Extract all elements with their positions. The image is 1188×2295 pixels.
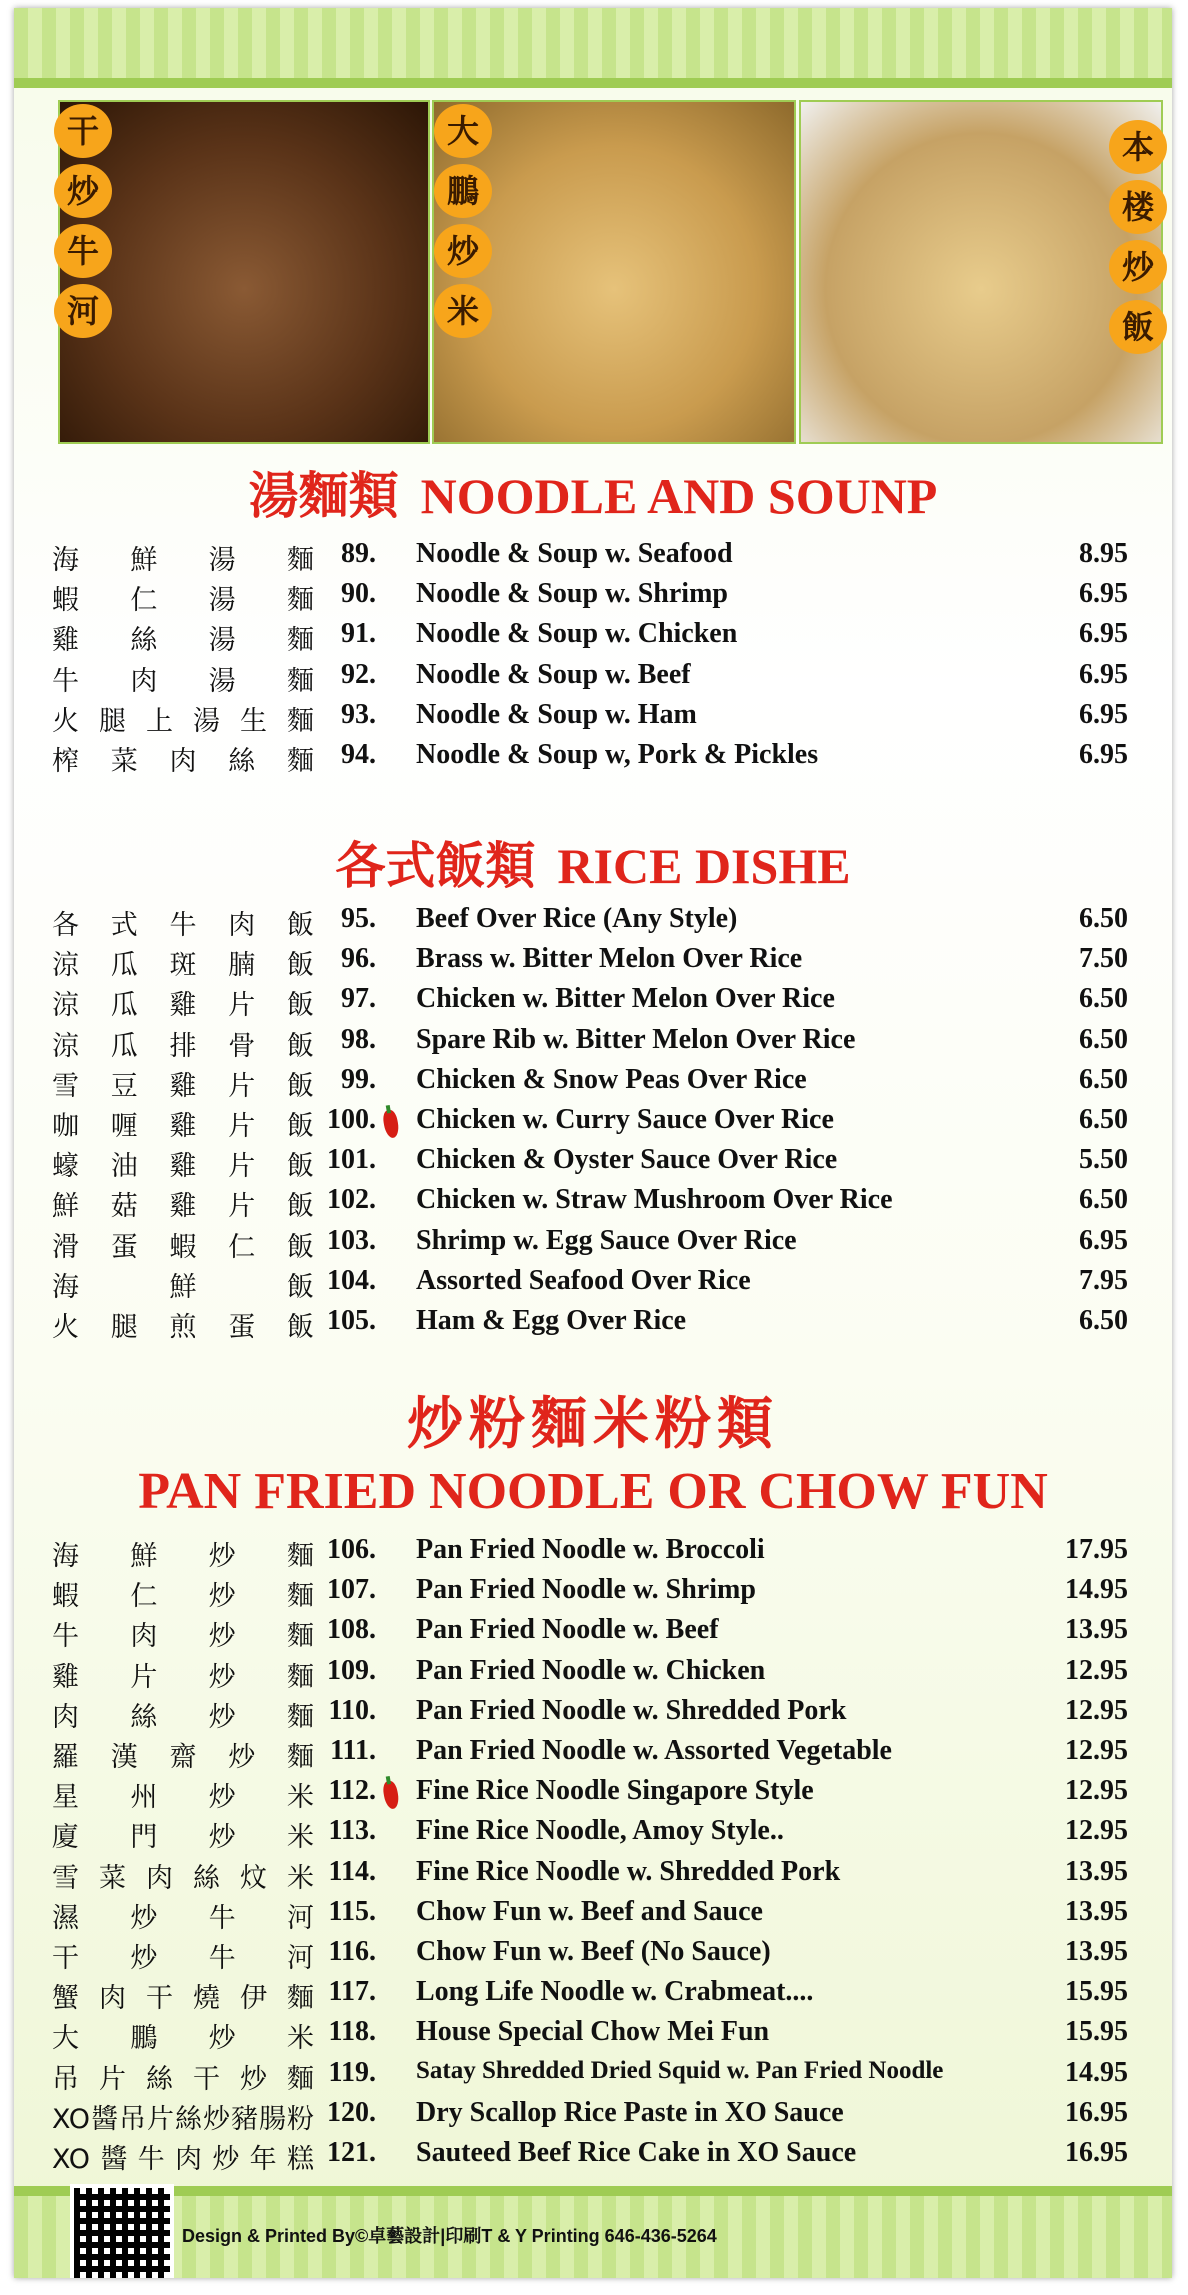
item-price: 16.95 [1065, 2096, 1128, 2128]
item-name-en: Spare Rib w. Bitter Melon Over Rice [416, 1023, 856, 1055]
item-name-cn: 羅漢齋炒麵 [52, 1742, 314, 1773]
item-number: 114. [328, 1855, 376, 1887]
item-price: 12.95 [1065, 1735, 1128, 1766]
section-title-cn: 湯麵類 [248, 467, 399, 525]
item-number: 109. [327, 1654, 376, 1686]
menu-item [14, 1936, 1172, 1976]
menu-item [14, 983, 1172, 1023]
item-name-cn: 涼瓜斑腩飯 [52, 950, 314, 982]
menu-item [14, 618, 1172, 658]
item-name-en: Chicken & Oyster Sauce Over Rice [416, 1144, 838, 1176]
item-price: 6.95 [1079, 658, 1128, 690]
section-title-en: NOODLE AND SOUNP [420, 468, 938, 524]
label-char: 楼 [1109, 180, 1167, 234]
item-price: 6.95 [1079, 578, 1128, 610]
item-name-en: Pan Fried Noodle w. Shrimp [416, 1574, 756, 1606]
item-name-en: Noodle & Soup w, Pork & Pickles [416, 739, 819, 770]
chili-pepper-icon [382, 1780, 401, 1810]
item-number: 101. [327, 1144, 376, 1176]
item-name-cn: 海鮮湯麵 [52, 545, 314, 576]
item-name-cn: 牛肉炒麵 [52, 1621, 314, 1653]
item-number: 121. [327, 2137, 376, 2168]
menu-item [14, 1574, 1172, 1614]
item-number: 100. [327, 1104, 376, 1135]
item-name-en: Chow Fun w. Beef (No Sauce) [416, 1936, 771, 1967]
item-name-en: Chicken w. Curry Sauce Over Rice [416, 1104, 834, 1135]
item-name-en: Noodle & Soup w. Chicken [416, 618, 738, 650]
photo-label-3 [1109, 120, 1167, 354]
menu-item [14, 1775, 1172, 1815]
item-number: 113. [328, 1815, 376, 1847]
item-name-cn: 滑蛋蝦仁飯 [52, 1231, 314, 1263]
item-number: 105. [327, 1305, 376, 1336]
item-name-cn: 涼瓜排骨飯 [52, 1030, 314, 1062]
item-name-en: Chicken & Snow Peas Over Rice [416, 1063, 807, 1095]
menu-item [14, 2097, 1172, 2137]
menu-item [14, 578, 1172, 618]
item-name-cn: 海鮮飯 [52, 1271, 314, 1303]
menu-item [14, 1614, 1172, 1654]
item-number: 92. [341, 658, 376, 690]
menu-item [14, 1735, 1172, 1775]
item-name-cn: 星州炒米 [52, 1782, 314, 1814]
item-number: 94. [341, 739, 376, 770]
chili-pepper-icon [382, 1109, 401, 1139]
item-name-cn: 雪豆雞片飯 [52, 1070, 314, 1102]
label-char: 炒 [434, 224, 492, 278]
label-char: 本 [1109, 120, 1167, 174]
item-name-en: Beef Over Rice (Any Style) [416, 903, 738, 934]
item-number: 99. [341, 1063, 376, 1095]
item-price: 12.95 [1065, 1815, 1128, 1847]
menu-page [14, 8, 1172, 2278]
item-name-cn: 榨菜肉絲麵 [52, 746, 314, 777]
item-name-cn: 火腿上湯生麵 [52, 705, 314, 737]
menu-item [14, 1064, 1172, 1104]
qr-code[interactable] [70, 2184, 174, 2278]
item-number: 115. [328, 1895, 376, 1927]
menu-item [14, 903, 1172, 943]
item-number: 93. [341, 698, 376, 730]
item-price: 13.95 [1065, 1614, 1128, 1646]
item-name-cn: XO醬吊片絲炒豬腸粉 [52, 2103, 314, 2135]
item-name-en: Pan Fried Noodle w. Broccoli [416, 1534, 765, 1565]
label-char: 炒 [1109, 240, 1167, 294]
item-price: 6.95 [1079, 618, 1128, 650]
item-price: 17.95 [1065, 1534, 1128, 1565]
item-price: 6.50 [1079, 1184, 1128, 1216]
item-name-en: Ham & Egg Over Rice [416, 1305, 687, 1336]
label-char: 鵬 [434, 164, 492, 218]
item-price: 15.95 [1065, 2016, 1128, 2048]
section-title-rice-dishes [14, 826, 1172, 898]
menu-item [14, 1265, 1172, 1305]
item-price: 6.95 [1079, 1224, 1128, 1256]
item-name-en: Fine Rice Noodle Singapore Style [416, 1775, 814, 1807]
item-number: 96. [341, 943, 376, 975]
menu-item [14, 538, 1172, 578]
menu-item [14, 1896, 1172, 1936]
item-name-en: House Special Chow Mei Fun [416, 2016, 770, 2048]
menu-item [14, 1976, 1172, 2016]
item-price: 7.50 [1079, 943, 1128, 975]
item-name-cn: 廈門炒米 [52, 1822, 314, 1854]
item-number: 106. [327, 1534, 376, 1565]
menu-item [14, 1225, 1172, 1265]
item-number: 107. [327, 1574, 376, 1606]
item-name-cn: 海鮮炒麵 [52, 1541, 314, 1572]
item-price: 6.50 [1079, 1063, 1128, 1095]
photo-label-2 [434, 104, 492, 338]
item-price: 6.95 [1079, 698, 1128, 730]
dish-photo-chow-fun [58, 100, 430, 444]
item-name-cn: 牛肉湯麵 [52, 665, 314, 697]
item-price: 6.50 [1079, 1023, 1128, 1055]
label-char: 米 [434, 284, 492, 338]
item-number: 102. [327, 1184, 376, 1216]
item-name-cn: 蝦仁湯麵 [52, 585, 314, 617]
item-price: 12.95 [1065, 1694, 1128, 1726]
item-name-cn: 蟹肉干燒伊麵 [52, 1983, 314, 2015]
item-name-cn: 鮮菇雞片飯 [52, 1191, 314, 1223]
item-name-cn: 雞片炒麵 [52, 1661, 314, 1693]
menu-item [14, 943, 1172, 983]
item-name-cn: 咖喱雞片飯 [52, 1111, 314, 1142]
item-name-cn: 蠔油雞片飯 [52, 1151, 314, 1183]
item-price: 6.50 [1079, 1305, 1128, 1336]
item-name-cn: 肉絲炒麵 [52, 1701, 314, 1733]
item-name-en: Noodle & Soup w. Shrimp [416, 578, 728, 610]
item-name-en: Pan Fried Noodle w. Chicken [416, 1654, 766, 1686]
item-price: 13.95 [1065, 1855, 1128, 1887]
item-number: 89. [341, 538, 376, 569]
section-title-en-pan-fried: PAN FRIED NOODLE OR CHOW FUN [138, 1463, 1048, 1520]
label-char: 河 [54, 284, 112, 338]
item-name-en: Fine Rice Noodle, Amoy Style.. [416, 1815, 784, 1847]
item-name-cn: 涼瓜雞片飯 [52, 990, 314, 1022]
menu-item [14, 1534, 1172, 1574]
item-number: 119. [328, 2056, 376, 2088]
item-name-en: Chicken w. Straw Mushroom Over Rice [416, 1184, 893, 1216]
item-name-en: Brass w. Bitter Melon Over Rice [416, 943, 803, 975]
item-price: 12.95 [1065, 1654, 1128, 1686]
item-name-en: Dry Scallop Rice Paste in XO Sauce [416, 2096, 844, 2128]
item-number: 97. [341, 983, 376, 1015]
item-price: 15.95 [1065, 1976, 1128, 2008]
section-title-en: RICE DISHE [557, 838, 851, 894]
item-price: 6.50 [1079, 983, 1128, 1015]
menu-item [14, 1655, 1172, 1695]
item-number: 95. [341, 903, 376, 934]
menu-item [14, 1104, 1172, 1144]
item-number: 118. [328, 2016, 376, 2048]
item-name-en: Chicken w. Bitter Melon Over Rice [416, 983, 835, 1015]
item-name-en: Pan Fried Noodle w. Shredded Pork [416, 1694, 847, 1726]
item-name-en: Fine Rice Noodle w. Shredded Pork [416, 1855, 841, 1887]
item-name-cn: 蝦仁炒麵 [52, 1581, 314, 1613]
label-char: 牛 [54, 224, 112, 278]
label-char: 飯 [1109, 300, 1167, 354]
label-char: 炒 [54, 164, 112, 218]
item-name-cn: 干炒牛河 [52, 1943, 314, 1974]
menu-item [14, 2016, 1172, 2056]
item-number: 110. [328, 1694, 376, 1726]
item-name-cn: 各式牛肉飯 [52, 910, 314, 941]
item-name-en: Noodle & Soup w. Ham [416, 698, 697, 730]
item-price: 6.50 [1079, 1104, 1128, 1135]
menu-item [14, 1184, 1172, 1224]
item-number: 103. [327, 1224, 376, 1256]
item-number: 112. [328, 1775, 376, 1807]
section-title-noodle-soup [14, 456, 1172, 528]
item-name-en: Pan Fried Noodle w. Beef [416, 1614, 719, 1646]
item-price: 16.95 [1065, 2137, 1128, 2168]
menu-item [14, 1144, 1172, 1184]
section-title-cn-pan-fried: 炒粉麵米粉類 [407, 1392, 779, 1457]
menu-item [14, 1815, 1172, 1855]
item-number: 111. [330, 1735, 376, 1766]
item-name-en: Chow Fun w. Beef and Sauce [416, 1895, 763, 1927]
item-price: 6.95 [1079, 739, 1128, 770]
printer-credit: Design & Printed By©卓藝設計|印刷T & Y Printing 646-436-5264 [182, 2226, 717, 2246]
item-name-cn: 雞絲湯麵 [52, 625, 314, 657]
decorative-top-border [14, 8, 1172, 88]
menu-item [14, 739, 1172, 779]
item-number: 120. [327, 2096, 376, 2128]
item-number: 98. [341, 1023, 376, 1055]
menu-item [14, 699, 1172, 739]
item-price: 5.50 [1079, 1144, 1128, 1176]
item-name-en: Sauteed Beef Rice Cake in XO Sauce [416, 2137, 857, 2168]
item-number: 104. [327, 1264, 376, 1296]
item-name-en: Shrimp w. Egg Sauce Over Rice [416, 1224, 797, 1256]
item-name-en: Satay Shredded Dried Squid w. Pan Fried Noodle [416, 2056, 944, 2084]
menu-item [14, 2057, 1172, 2097]
item-price: 14.95 [1065, 2056, 1128, 2088]
item-name-en: Noodle & Soup w. Seafood [416, 538, 733, 569]
item-price: 12.95 [1065, 1775, 1128, 1807]
item-price: 8.95 [1079, 538, 1128, 569]
item-price: 13.95 [1065, 1895, 1128, 1927]
item-price: 13.95 [1065, 1936, 1128, 1967]
item-name-cn: 雪菜肉絲炆米 [52, 1862, 314, 1894]
item-number: 117. [328, 1976, 376, 2008]
item-name-en: Noodle & Soup w. Beef [416, 658, 691, 690]
item-number: 116. [328, 1936, 376, 1967]
item-price: 7.95 [1079, 1264, 1128, 1296]
item-name-en: Long Life Noodle w. Crabmeat.... [416, 1976, 814, 2008]
item-name-cn: XO醬牛肉炒年糕 [52, 2144, 314, 2175]
label-char: 大 [434, 104, 492, 158]
menu-item [14, 2137, 1172, 2177]
item-price: 14.95 [1065, 1574, 1128, 1606]
item-name-cn: 火腿煎蛋飯 [52, 1312, 314, 1343]
item-name-cn: 大鵬炒米 [52, 2023, 314, 2055]
menu-item [14, 1305, 1172, 1345]
item-number: 90. [341, 578, 376, 610]
item-name-cn: 濕炒牛河 [52, 1902, 314, 1934]
photo-label-1 [54, 104, 112, 338]
menu-item [14, 659, 1172, 699]
menu-item [14, 1695, 1172, 1735]
item-name-cn: 吊片絲干炒麵 [52, 2063, 314, 2095]
section-title-cn: 各式飯類 [335, 837, 536, 895]
item-name-en: Assorted Seafood Over Rice [416, 1264, 751, 1296]
menu-item [14, 1024, 1172, 1064]
item-number: 91. [341, 618, 376, 650]
item-price: 6.50 [1079, 903, 1128, 934]
item-number: 108. [327, 1614, 376, 1646]
label-char: 干 [54, 104, 112, 158]
menu-item [14, 1856, 1172, 1896]
item-name-en: Pan Fried Noodle w. Assorted Vegetable [416, 1735, 892, 1766]
